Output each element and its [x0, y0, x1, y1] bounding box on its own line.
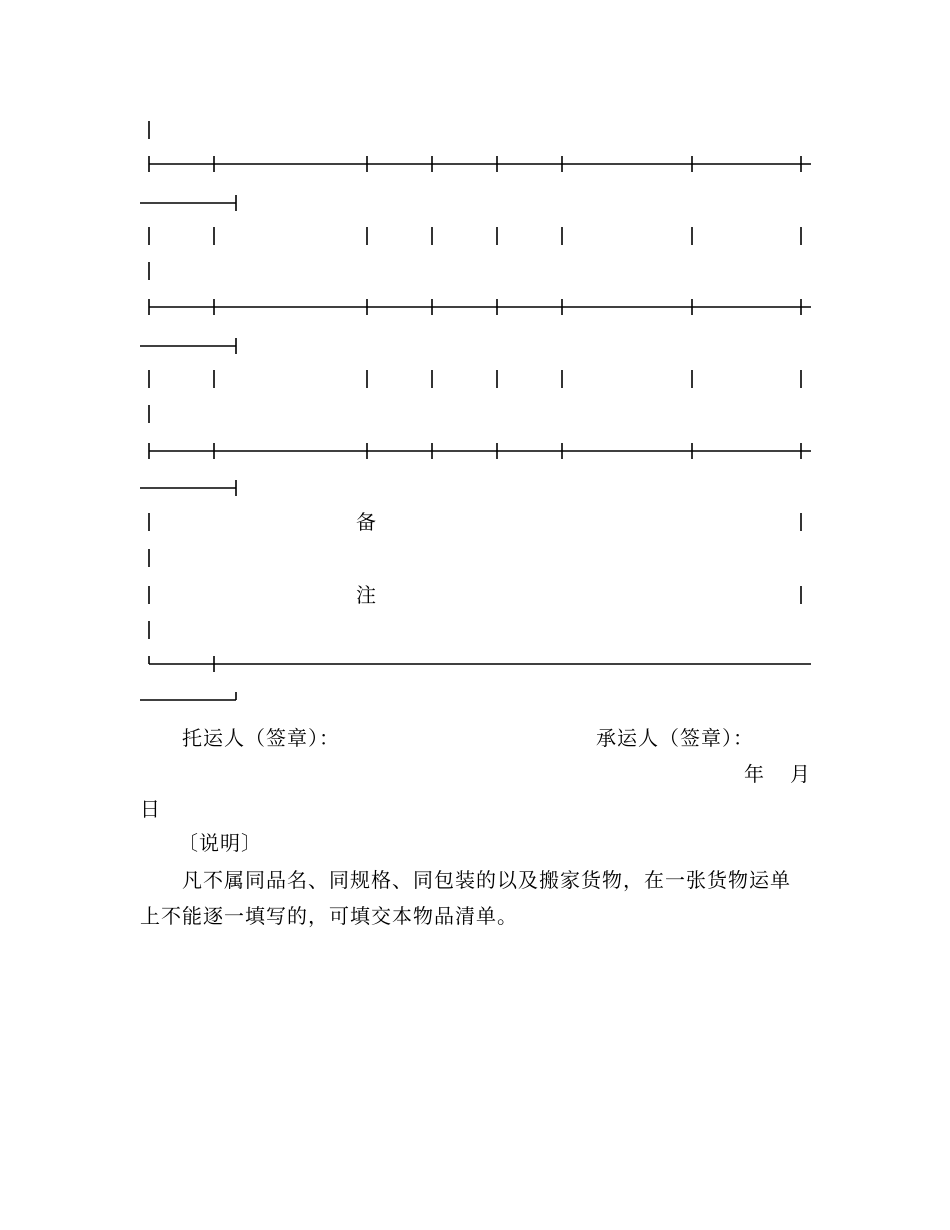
notes-heading: 〔说明〕 — [178, 831, 262, 855]
remarks-char-2: 注 — [356, 583, 377, 607]
remarks-char-1: 备 — [356, 510, 377, 534]
notes-line-2: 上不能逐一填写的，可填交本物品清单。 — [140, 904, 518, 928]
month-label: 月 — [790, 762, 811, 786]
day-label: 日 — [140, 797, 161, 821]
year-label: 年 — [744, 762, 765, 786]
shipper-signature-label: 托运人（签章）： — [182, 726, 340, 750]
carrier-signature-label: 承运人（签章）： — [596, 726, 754, 750]
notes-line-1: 凡不属同品名、同规格、同包装的以及搬家货物，在一张货物运单 — [182, 868, 791, 892]
table-grid-lines — [140, 121, 811, 700]
